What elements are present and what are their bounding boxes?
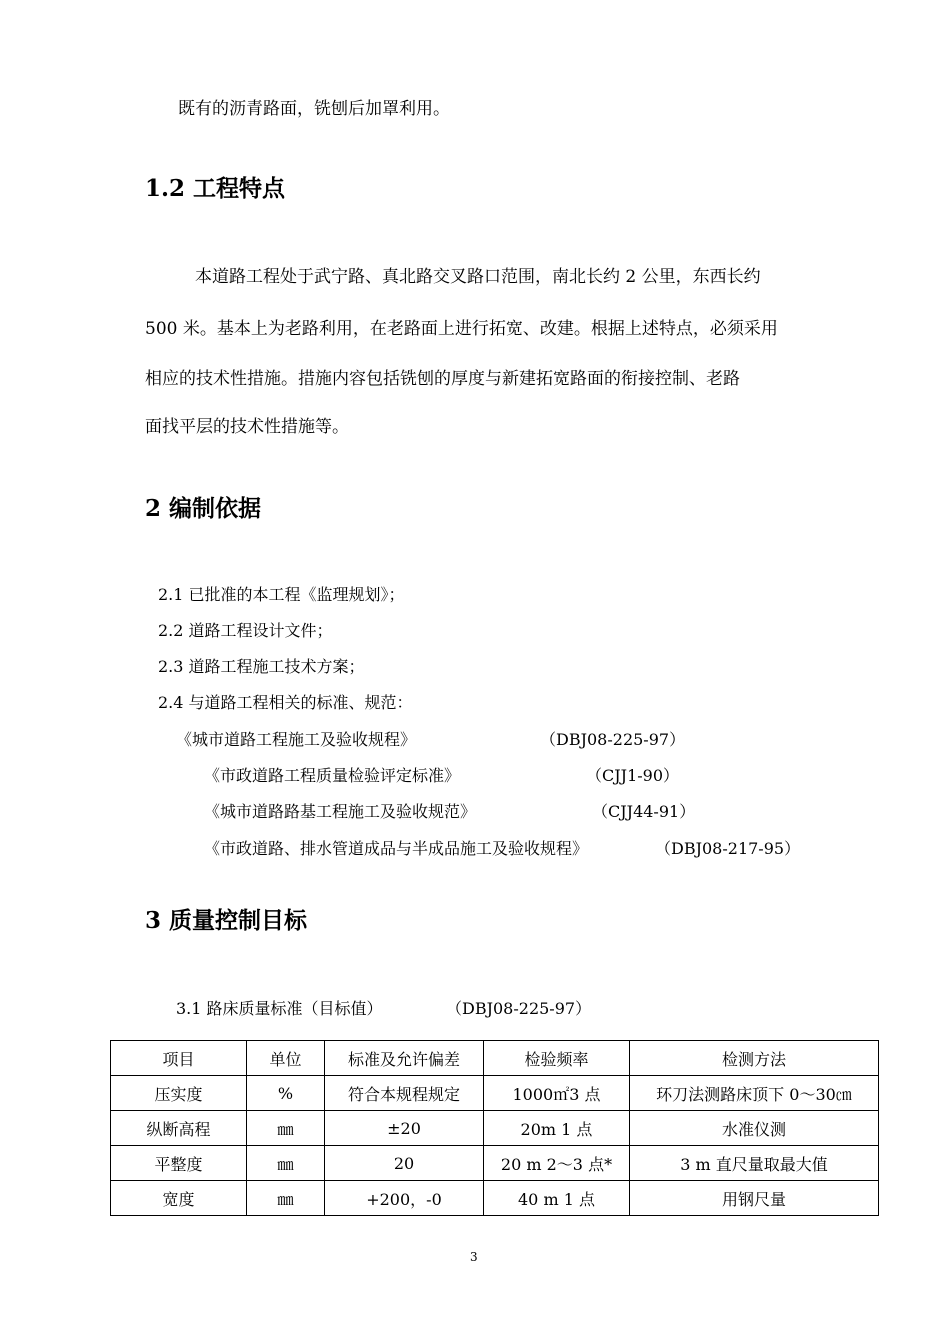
- table-cell: ㎜: [247, 1111, 325, 1146]
- table-cell: 压实度: [111, 1076, 247, 1111]
- page-number: 3: [470, 1250, 478, 1264]
- table-cell: ㎜: [247, 1146, 325, 1181]
- subsection-3-1-code: （DBJ08-225-97）: [446, 999, 592, 1018]
- quality-standard-table: [110, 1040, 879, 1216]
- table-cell: 环刀法测路床顶下 0～30㎝: [630, 1076, 879, 1111]
- table-cell: ㎜: [247, 1181, 325, 1216]
- table-cell: 40 m 1 点: [484, 1181, 630, 1216]
- table-header-cell: 标准及允许偏差: [325, 1041, 484, 1076]
- section-1-2-heading: 1.2 工程特点: [145, 175, 286, 202]
- table-header-cell: 单位: [247, 1041, 325, 1076]
- standard-code: （DBJ08-217-95）: [655, 839, 801, 858]
- table-header-cell: 检验频率: [484, 1041, 630, 1076]
- section-2-heading: 2 编制依据: [145, 495, 262, 522]
- standard-code: （CJJ1-90）: [586, 766, 680, 785]
- standard-name: 《市政道路工程质量检验评定标准》: [204, 766, 461, 785]
- table-row: [111, 1146, 879, 1181]
- table-cell: 符合本规程规定: [325, 1076, 484, 1111]
- table-cell: 20m 1 点: [484, 1111, 630, 1146]
- standard-code: （DBJ08-225-97）: [540, 730, 686, 749]
- basis-item: 2.4 与道路工程相关的标准、规范：: [158, 693, 413, 712]
- paragraph-line: 相应的技术性措施。措施内容包括铣刨的厚度与新建拓宽路面的衔接控制、老路: [145, 369, 740, 389]
- table-header-row: [111, 1041, 879, 1076]
- table-cell: 1000㎡3 点: [484, 1076, 630, 1111]
- basis-item: 2.3 道路工程施工技术方案；: [158, 657, 365, 676]
- table-header-cell: 检测方法: [630, 1041, 879, 1076]
- table-cell: ±20: [325, 1111, 484, 1146]
- table-cell: 用钢尺量: [630, 1181, 879, 1216]
- standard-name: 《市政道路、排水管道成品与半成品施工及验收规程》: [204, 839, 589, 858]
- basis-item: 2.1 已批准的本工程《监理规划》；: [158, 585, 405, 604]
- standard-code: （CJJ44-91）: [592, 802, 696, 821]
- intro-line: 既有的沥青路面，铣刨后加罩利用。: [178, 99, 450, 119]
- table-cell: +200，-0: [325, 1181, 484, 1216]
- standard-name: 《城市道路路基工程施工及验收规范》: [204, 802, 477, 821]
- table-cell: 纵断高程: [111, 1111, 247, 1146]
- table-row: [111, 1181, 879, 1216]
- table-row: [111, 1076, 879, 1111]
- table-cell: 3 m 直尺量取最大值: [630, 1146, 879, 1181]
- table-cell: 20 m 2～3 点*: [484, 1146, 630, 1181]
- table-cell: %: [247, 1076, 325, 1111]
- table-cell: 平整度: [111, 1146, 247, 1181]
- paragraph-line: 500 米。基本上为老路利用，在老路面上进行拓宽、改建。根据上述特点，必须采用: [145, 319, 778, 339]
- table-header-cell: 项目: [111, 1041, 247, 1076]
- basis-item: 2.2 道路工程设计文件；: [158, 621, 333, 640]
- table-cell: 20: [325, 1146, 484, 1181]
- paragraph-line: 面找平层的技术性措施等。: [145, 417, 349, 437]
- paragraph-line: 本道路工程处于武宁路、真北路交叉路口范围，南北长约 2 公里，东西长约: [195, 267, 761, 287]
- table-cell: 水准仪测: [630, 1111, 879, 1146]
- standard-name: 《城市道路工程施工及验收规程》: [176, 730, 417, 749]
- table-row: [111, 1111, 879, 1146]
- table-cell: 宽度: [111, 1181, 247, 1216]
- subsection-3-1-title: 3.1 路床质量标准（目标值）: [176, 999, 383, 1018]
- section-3-heading: 3 质量控制目标: [145, 907, 308, 934]
